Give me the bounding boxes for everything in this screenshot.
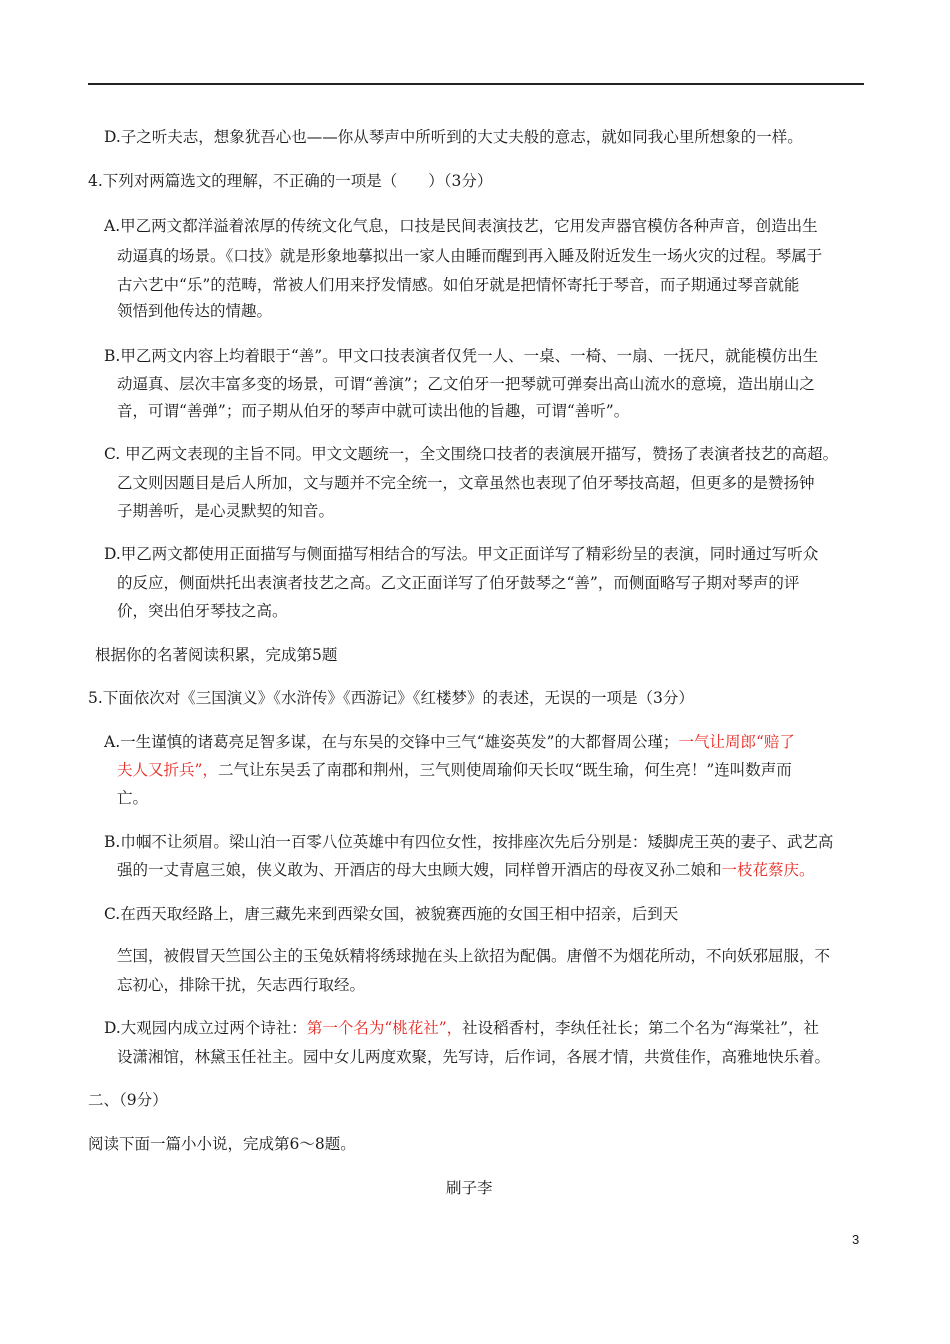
option-4d-line-1: D.甲乙两文都使用正面描写与侧面描写相结合的写法。甲文正面详写了精彩纷呈的表演，同时通过写听众 (104, 545, 819, 563)
option-4a-line-1: A.甲乙两文都洋溢着浓厚的传统文化气息，口技是民间表演技艺，它用发声器官模仿各种声音，创造出生 (104, 217, 818, 235)
page-number: 3 (852, 1232, 860, 1247)
question-4: 4.下列对两篇选文的理解，不正确的一项是（ ）（3分） (88, 172, 493, 190)
option-4a-line-3: 古六艺中“乐”的范畴，常被人们用来抒发情感。如伯牙就是把情怀寄托于琴音，而子期通过琴音就能 (117, 276, 800, 294)
instruction-5: 根据你的名著阅读积累，完成第5题 (95, 646, 338, 664)
option-5c-line-3: 忘初心，排除干扰，矢志西行取经。 (117, 976, 366, 994)
option-4d-line-2: 的反应，侧面烘托出表演者技艺之高。乙文正面详写了伯牙鼓琴之“善”，而侧面略写子期对琴声的评 (117, 574, 800, 592)
option-5b-line-2: 强的一丈青扈三娘，侠义敢为、开酒店的母大虫顾大嫂，同样曾开酒店的母夜叉孙二娘和一枝花蔡庆。 (117, 861, 815, 879)
option-4c-line-3: 子期善听，是心灵默契的知音。 (117, 502, 335, 520)
option-4b-line-3: 音，可谓“善弹”；而子期从伯牙的琴声中就可读出他的旨趣，可谓“善听”。 (117, 402, 630, 420)
option-4c-line-1: C. 甲乙两文表现的主旨不同。甲文文题统一，全文围绕口技者的表演展开描写，赞扬了表演者技艺的高超。 (104, 445, 839, 463)
option-5c-line-2: 竺国，被假冒天竺国公主的玉兔妖精将绣球抛在头上欲招为配偶。唐僧不为烟花所动，不向妖邪屈服，不 (117, 947, 831, 965)
option-5c-line-1: C.在西天取经路上，唐三藏先来到西梁女国，被貌赛西施的女国王相中招亲，后到天 (104, 905, 679, 923)
option-4b-line-2: 动逼真、层次丰富多变的场景，可谓“善演”；乙文伯牙一把琴就可弹奏出高山流水的意境，造出崩山之 (117, 375, 815, 393)
option-4a-line-2: 动逼真的场景。《口技》就是形象地摹拟出一家人由睡而醒到再入睡及附近发生一场火灾的过程。琴属于 (117, 247, 823, 265)
reading-instruction: 阅读下面一篇小小说，完成第6～8题。 (88, 1135, 356, 1153)
option-4c-line-2: 乙文则因题目是后人所加，文与题并不完全统一，文章虽然也表现了伯牙琴技高超，但更多的是赞扬钟 (117, 474, 815, 492)
option-4-d-tail: D.子之听夫志，想象犹吾心也——你从琴声中所听到的大丈夫般的意志，就如同我心里所想象的一样。 (104, 128, 803, 146)
option-5d-line-1: D.大观园内成立过两个诗社：第一个名为“桃花社”，社设稻香村，李纨任社长；第二个名为“海棠社”，社 (104, 1019, 820, 1037)
option-5a-line-2: 夫人又折兵”，二气让东吴丢了南郡和荆州，三气则使周瑜仰天长叹“既生瑜，何生亮！”连叫数声而 (117, 761, 792, 779)
option-5d-line-2: 设潇湘馆，林黛玉任社主。园中女儿两度欢聚，先写诗，后作词，各展才情，共赏佳作，高雅地快乐着。 (117, 1048, 831, 1066)
option-4b-line-1: B.甲乙两文内容上均着眼于“善”。甲文口技表演者仅凭一人、一桌、一椅、一扇、一抚尺，就能模仿出生 (104, 347, 819, 365)
option-5a-line-1: A.一生谨慎的诸葛亮足智多谋，在与东吴的交锋中三气“雄姿英发”的大都督周公瑾；一气让周郎“赔了 (104, 733, 795, 751)
option-5b-line-1: B.巾帼不让须眉。梁山泊一百零八位英雄中有四位女性，按排座次先后分别是：矮脚虎王英的妻子、武艺高 (104, 833, 834, 851)
option-4a-line-4: 领悟到他传达的情趣。 (117, 302, 273, 320)
question-5: 5.下面依次对《三国演义》《水浒传》《西游记》《红楼梦》的表述，无误的一项是（3分） (88, 689, 694, 707)
option-4d-line-3: 价，突出伯牙琴技之高。 (117, 602, 288, 620)
option-5a-line-3: 亡。 (117, 789, 149, 807)
story-title: 刷子李 (446, 1179, 493, 1197)
header-rule (88, 83, 864, 85)
section-heading: 二、（9分） (88, 1091, 168, 1109)
